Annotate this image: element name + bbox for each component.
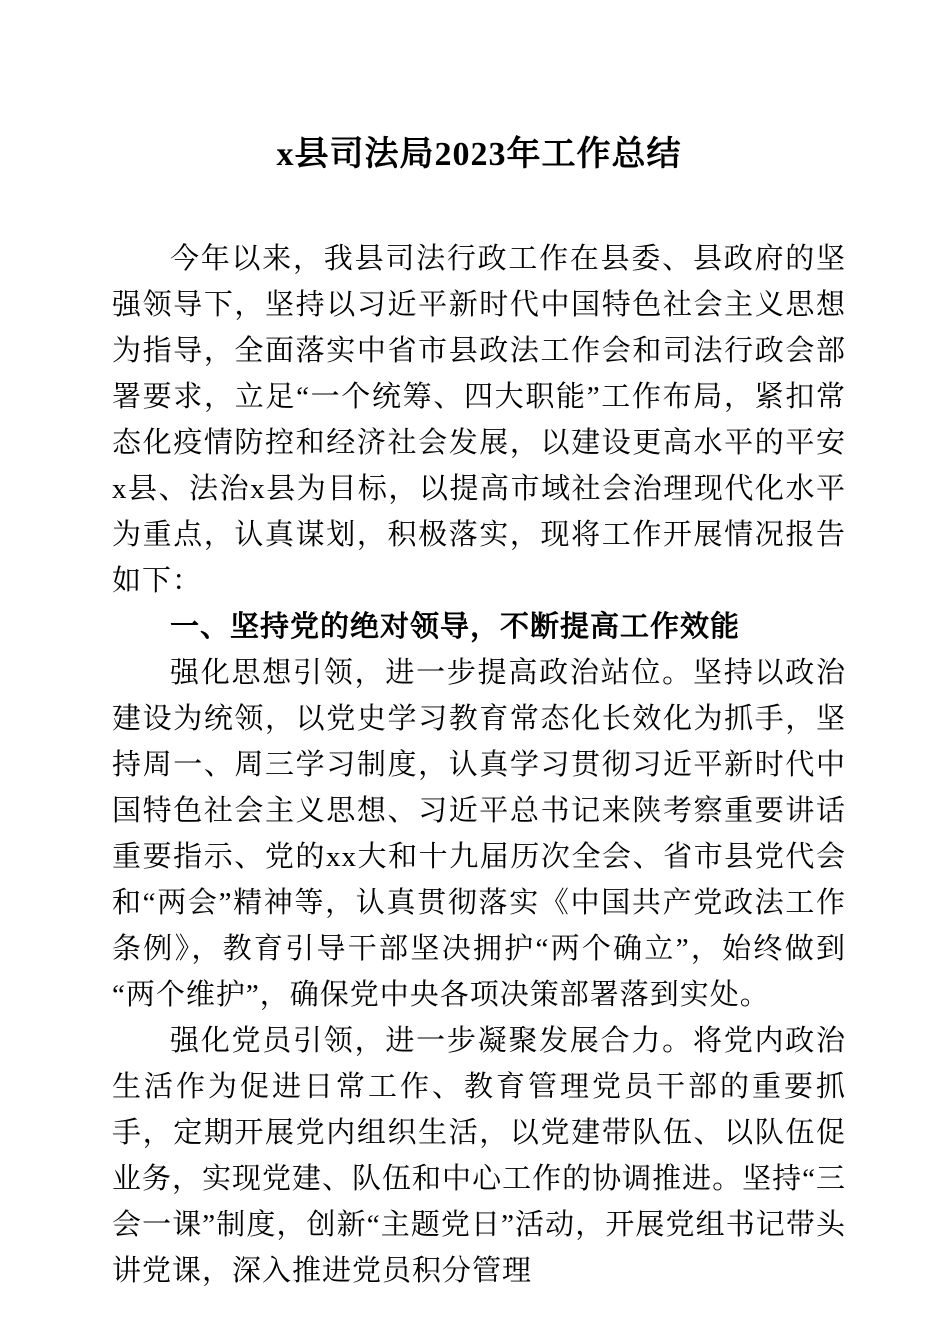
paragraph-intro: 今年以来，我县司法行政工作在县委、县政府的坚强领导下，坚持以习近平新时代中国特色社会主义思想为指导，全面落实中省市县政法工作会和司法行政会部署要求，立足“一个统筹、四大职能”工作布局，紧扣常态化疫情防控和经济社会发展，以建设更高水平的平安x县、法治x县为目标，以提高市域社会治理现代化水平为重点，认真谋划，积极落实，现将工作开展情况报告如下： xyxy=(112,243,846,597)
paragraph-party-member-guidance: 强化党员引领，进一步凝聚发展合力。将党内政治生活作为促进日常工作、教育管理党员干部的重要抓手，定期开展党内组织生活，以党建带队伍、以队伍促业务，实现党建、队伍和中心工作的协调推进。坚持“三会一课”制度，创新“主题党日”活动，开展党组书记带头讲党课，深入推进党员积分管理 xyxy=(112,1025,846,1287)
document-title: x县司法局2023年工作总结 xyxy=(276,136,682,173)
section-heading-1: 一、坚持党的绝对领导，不断提高工作效能 xyxy=(170,611,741,643)
paragraph-ideology-guidance: 强化思想引领，进一步提高政治站位。坚持以政治建设为统领，以党史学习教育常态化长效化为抓手，坚持周一、周三学习制度，认真学习贯彻习近平新时代中国特色社会主义思想、习近平总书记来陕考察重要讲话重要指示、党的xx大和十九届历次全会、省市县党代会和“两会”精神等，认真贯彻落实《中国共产党政法工作条例》，教育引导干部坚决拥护“两个确立”，始终做到“两个维护”，确保党中央各项决策部署落到实处。 xyxy=(112,657,846,1011)
